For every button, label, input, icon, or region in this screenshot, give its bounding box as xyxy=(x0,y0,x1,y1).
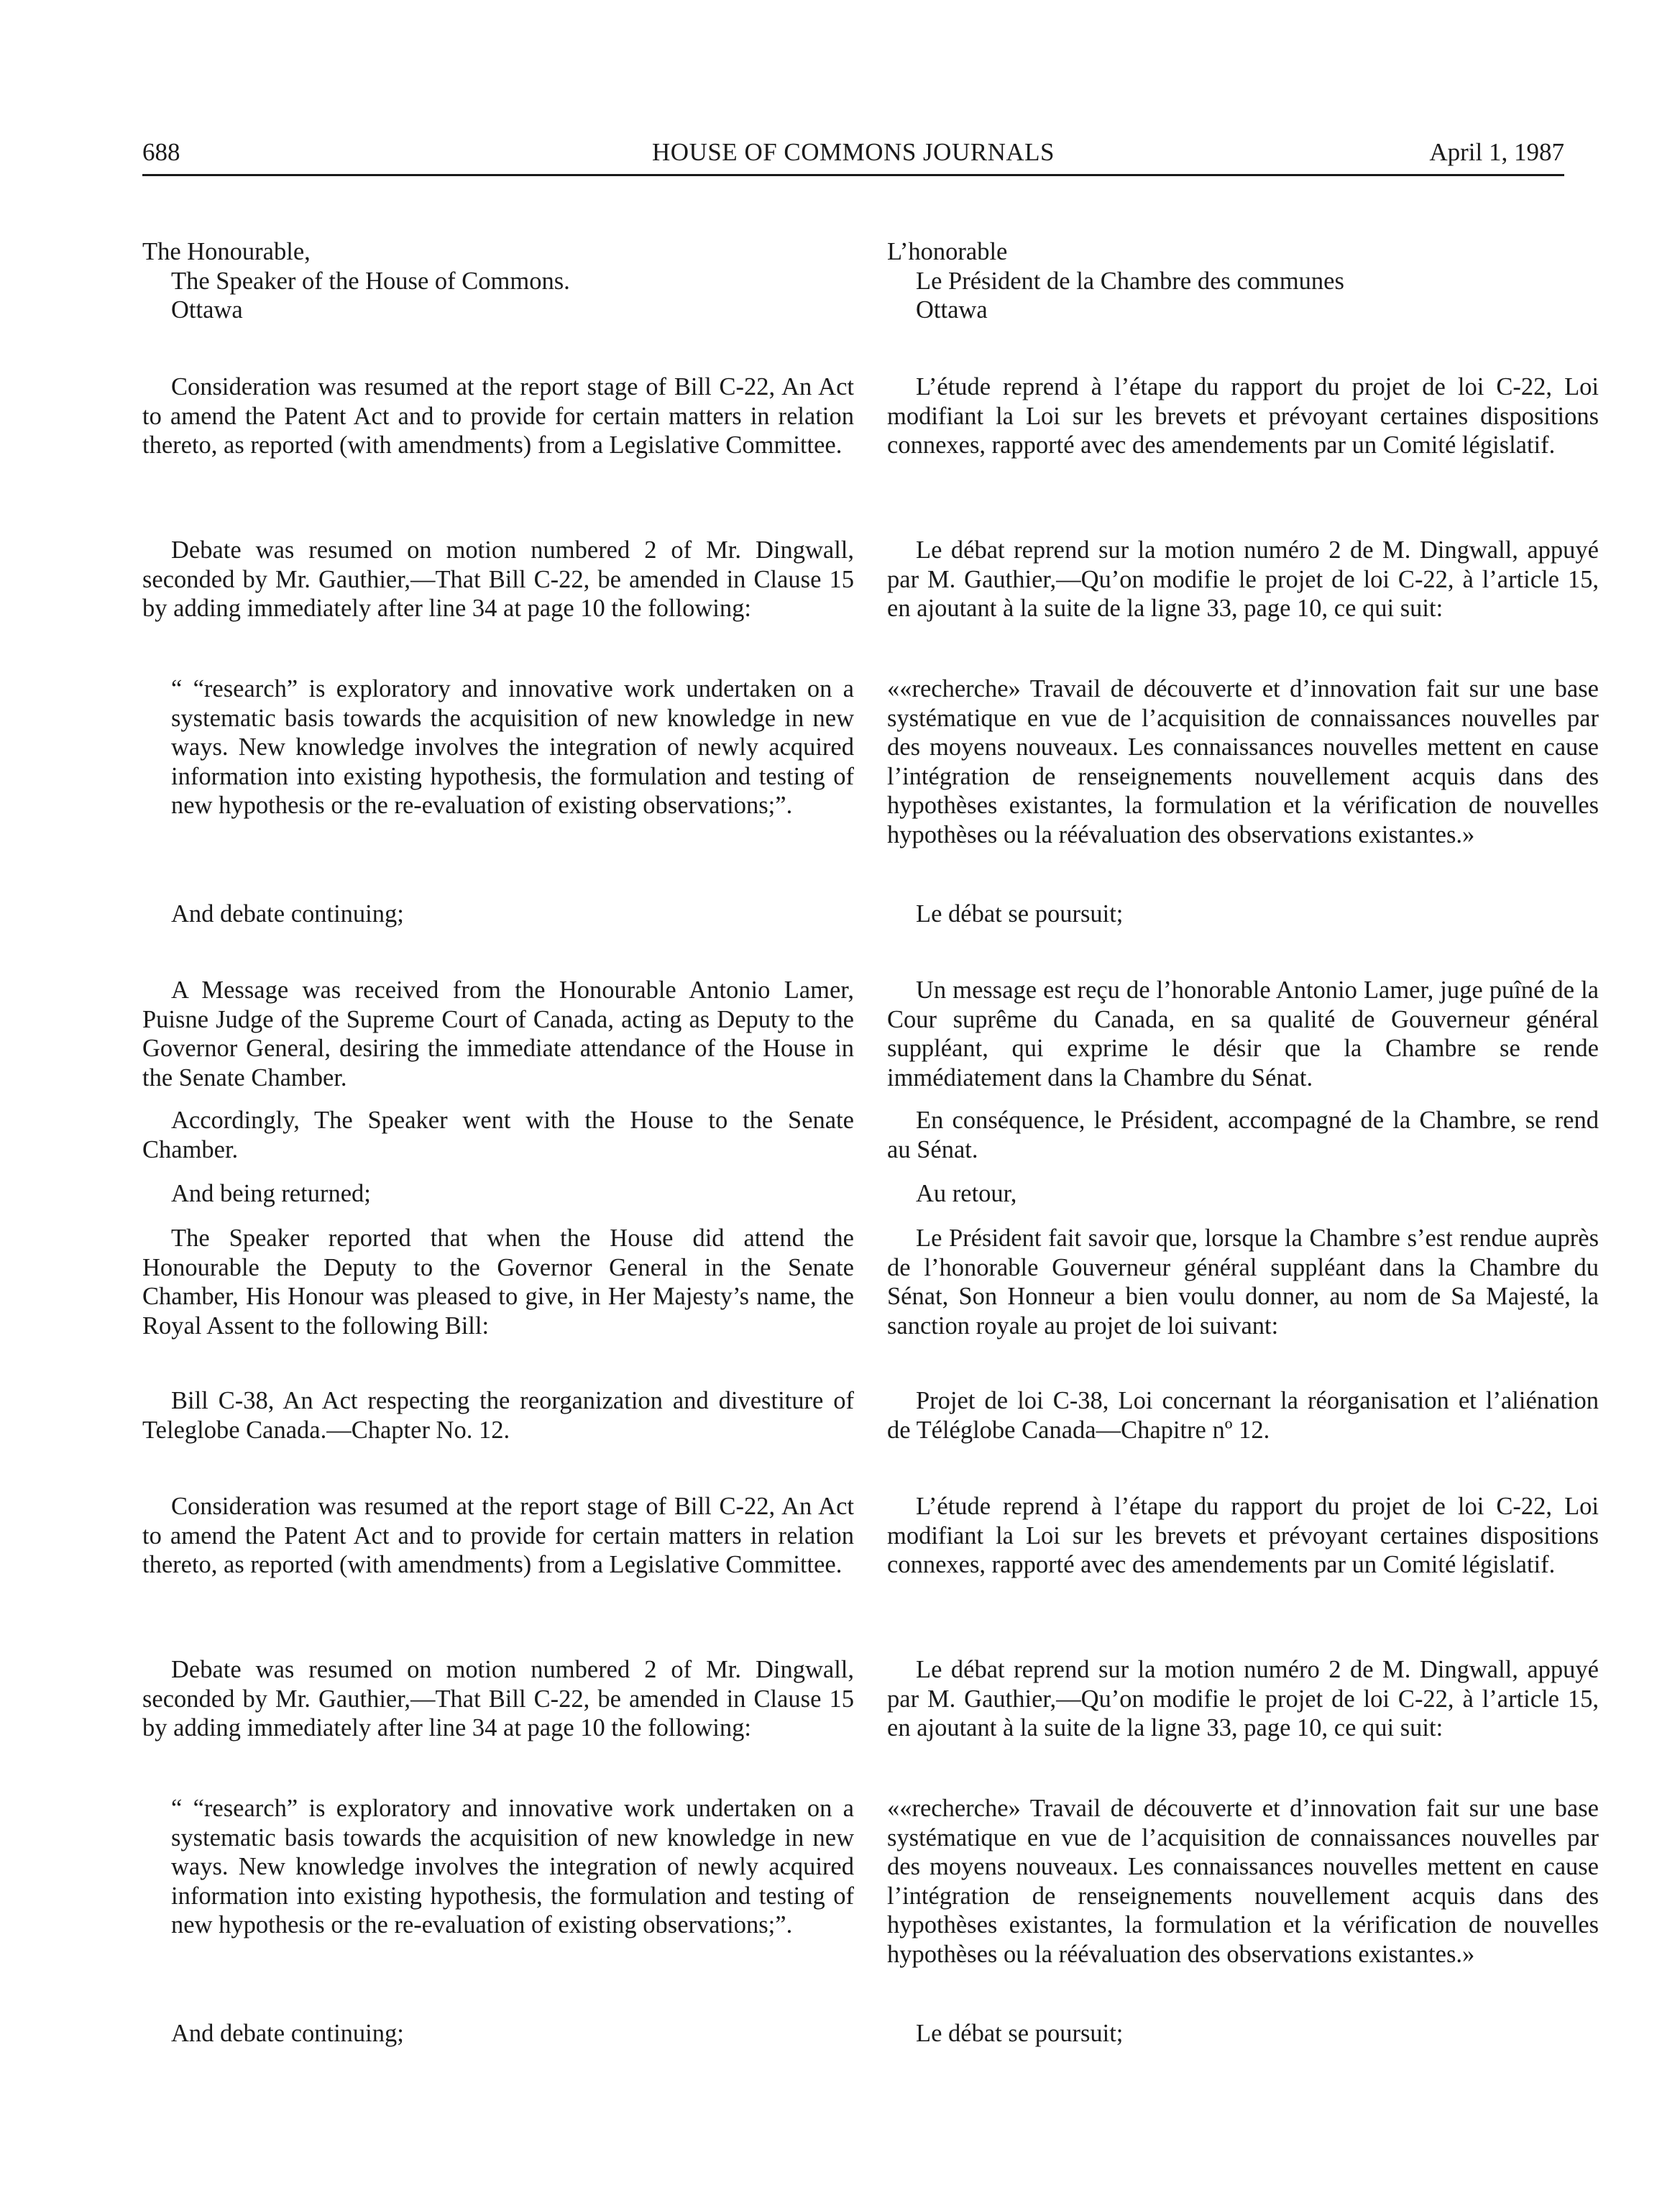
paragraph: Le débat se poursuit; xyxy=(916,2020,1124,2047)
journal-title: HOUSE OF COMMONS JOURNALS xyxy=(652,138,1055,166)
quoted-amendment: ««recherche» Travail de découverte et d’innovation fait sur une base systématique en vue de l’acquisition de connaissances nouvelles par des moyens nouveaux. Les connaissances nouvelles mettent en cause l’intégration de renseignements nouvellement acquis dans des hypothèses existantes, la formulation et la vérification de nouvelles hypothèses ou la réévaluation des observations existantes.» xyxy=(887,675,1599,848)
address-line: The Speaker of the House of Commons. xyxy=(171,267,570,295)
paragraph: Consideration was resumed at the report stage of Bill C-22, An Act to amend the Patent Act and to provide for certain matters in relation thereto, as reported (with amendments) from a Legislative Committee. xyxy=(142,1493,854,1578)
paragraph: A Message was received from the Honourable Antonio Lamer, Puisne Judge of the Supreme Court of Canada, acting as Deputy to the Governor General, desiring the immediate attendance of the House in the Senate Chamber. xyxy=(142,976,854,1091)
address-line: L’honorable xyxy=(887,238,1008,265)
page-number: 688 xyxy=(142,138,180,166)
paragraph: And debate continuing; xyxy=(171,900,404,928)
paragraph: And debate continuing; xyxy=(171,2020,404,2047)
address-block xyxy=(142,237,854,325)
paragraph: Consideration was resumed at the report stage of Bill C-22, An Act to amend the Patent Act and to provide for certain matters in relation thereto, as reported (with amendments) from a Legislative Committee. xyxy=(142,373,854,459)
paragraph: Bill C-38, An Act respecting the reorganization and divestiture of Teleglobe Canada.—Chapter No. 12. xyxy=(142,1387,854,1444)
paragraph: Le débat reprend sur la motion numéro 2 de M. Dingwall, appuyé par M. Gauthier,—Qu’on modifie le projet de loi C-22, à l’article 15, en ajoutant à la suite de la ligne 33, page 10, ce qui suit: xyxy=(887,1656,1599,1741)
paragraph: Au retour, xyxy=(916,1180,1017,1207)
quoted-amendment: ««recherche» Travail de découverte et d’innovation fait sur une base systématique en vue de l’acquisition de connaissances nouvelles par des moyens nouveaux. Les connaissances nouvelles mettent en cause l’intégration de renseignements nouvellement acquis dans des hypothèses existantes, la formulation et la vérification de nouvelles hypothèses ou la réévaluation des observations existantes.» xyxy=(887,1795,1599,1968)
paragraph: Debate was resumed on motion numbered 2 of Mr. Dingwall, seconded by Mr. Gauthier,—That Bill C-22, be amended in Clause 15 by adding immediately after line 34 at page 10 the following: xyxy=(142,1656,854,1741)
address-line: Ottawa xyxy=(171,296,243,324)
address-block xyxy=(887,237,1599,325)
paragraph: L’étude reprend à l’étape du rapport du projet de loi C-22, Loi modifiant la Loi sur les brevets et prévoyant certaines dispositions connexes, rapporté avec des amendements par un Comité législatif. xyxy=(887,373,1599,459)
paragraph: En conséquence, le Président, accompagné de la Chambre, se rend au Sénat. xyxy=(887,1107,1599,1163)
address-line: Le Président de la Chambre des communes xyxy=(916,267,1344,295)
paragraph: And being returned; xyxy=(171,1180,371,1207)
paragraph: Projet de loi C-38, Loi concernant la réorganisation et l’aliénation de Téléglobe Canada—Chapitre nº 12. xyxy=(887,1387,1599,1444)
paragraph: Le Président fait savoir que, lorsque la Chambre s’est rendue auprès de l’honorable Gouverneur général suppléant dans la Chambre du Sénat, Son Honneur a bien voulu donner, au nom de Sa Majesté, la sanction royale au projet de loi suivant: xyxy=(887,1225,1599,1340)
journal-date: April 1, 1987 xyxy=(1429,138,1564,166)
paragraph: Debate was resumed on motion numbered 2 of Mr. Dingwall, seconded by Mr. Gauthier,—That Bill C-22, be amended in Clause 15 by adding immediately after line 34 at page 10 the following: xyxy=(142,536,854,622)
address-line: Ottawa xyxy=(916,296,988,324)
page-header xyxy=(142,137,1564,176)
address-line: The Honourable, xyxy=(142,238,311,265)
paragraph: Le débat reprend sur la motion numéro 2 de M. Dingwall, appuyé par M. Gauthier,—Qu’on modifie le projet de loi C-22, à l’article 15, en ajoutant à la suite de la ligne 33, page 10, ce qui suit: xyxy=(887,536,1599,622)
quoted-amendment: “ “research” is exploratory and innovative work undertaken on a systematic basis towards the acquisition of new knowledge in new ways. New knowledge involves the integration of newly acquired information into existing hypothesis, the formulation and testing of new hypothesis or the re-evaluation of existing observations;”. xyxy=(171,675,854,819)
paragraph: Le débat se poursuit; xyxy=(916,900,1124,928)
paragraph: Un message est reçu de l’honorable Antonio Lamer, juge puîné de la Cour suprême du Canada, en sa qualité de Gouverneur général suppléant, qui exprime le désir que la Chambre se rende immédiatement dans la Chambre du Sénat. xyxy=(887,976,1599,1091)
paragraph: Accordingly, The Speaker went with the House to the Senate Chamber. xyxy=(142,1107,854,1163)
quoted-amendment: “ “research” is exploratory and innovative work undertaken on a systematic basis towards the acquisition of new knowledge in new ways. New knowledge involves the integration of newly acquired information into existing hypothesis, the formulation and testing of new hypothesis or the re-evaluation of existing observations;”. xyxy=(171,1795,854,1938)
paragraph: L’étude reprend à l’étape du rapport du projet de loi C-22, Loi modifiant la Loi sur les brevets et prévoyant certaines dispositions connexes, rapporté avec des amendements par un Comité législatif. xyxy=(887,1493,1599,1578)
paragraph: The Speaker reported that when the House did attend the Honourable the Deputy to the Governor General in the Senate Chamber, His Honour was pleased to give, in Her Majesty’s name, the Royal Assent to the following Bill: xyxy=(142,1225,854,1340)
